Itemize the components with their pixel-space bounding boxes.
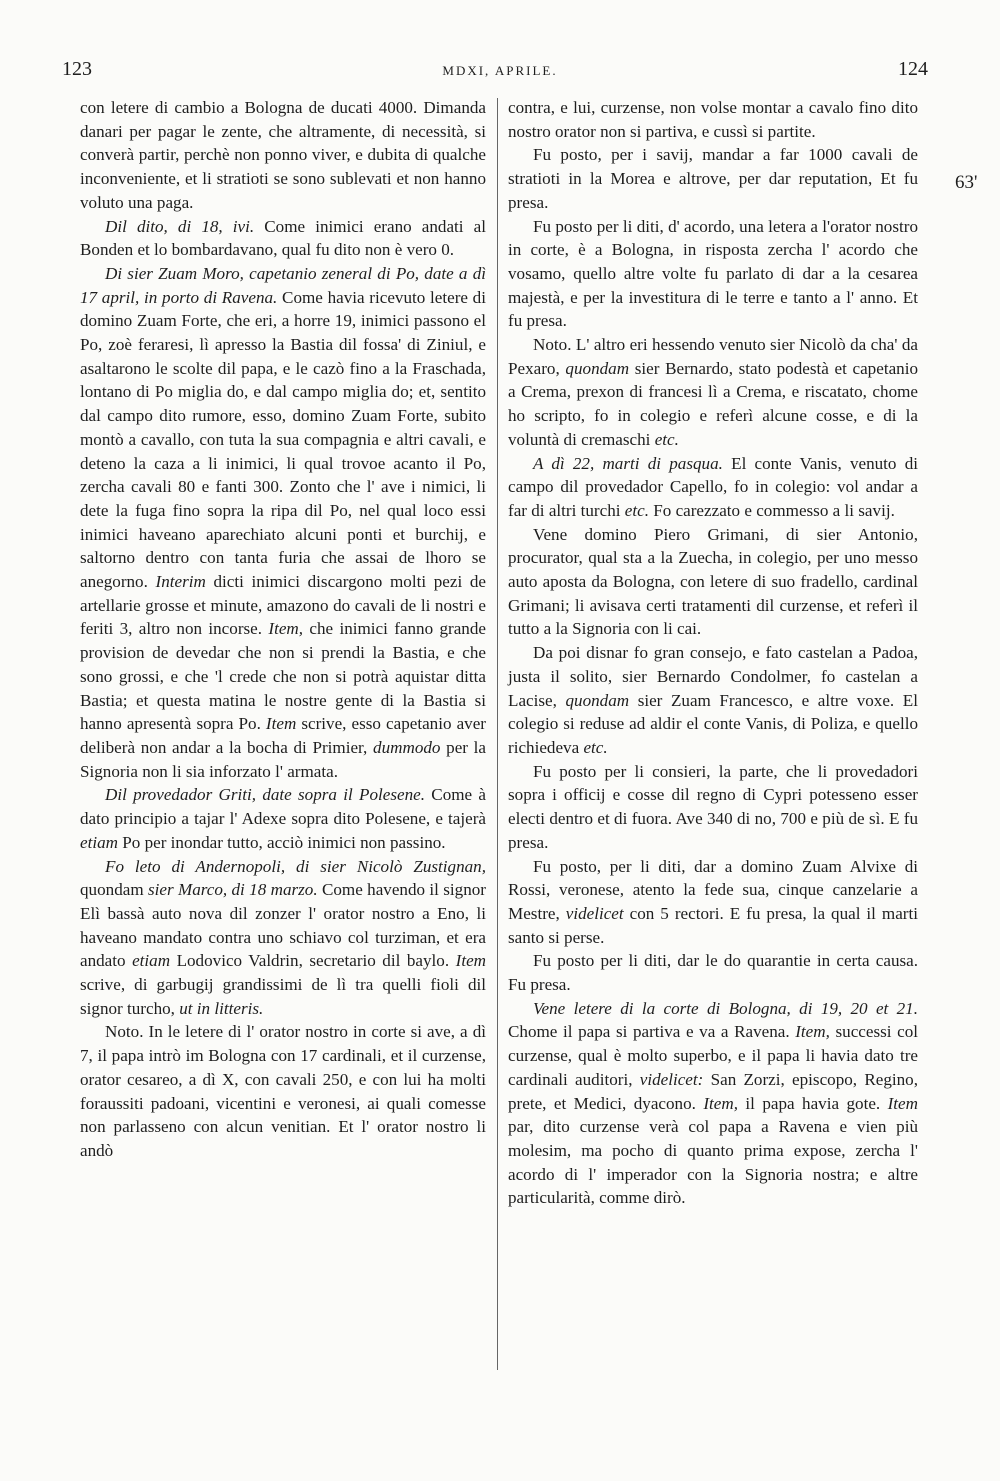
paragraph	[508, 333, 918, 452]
paragraph	[80, 96, 486, 215]
paragraph	[508, 143, 918, 214]
text: che inimici fanno grande provision de devedar che non si prendi la Bastia, e che sono grossi, e che 'l crede che non si potrà aquistar ditta Bastia; et questa matina le nostre gente di la Bastia si hanno apresentà sopra Po.	[80, 619, 486, 734]
text: Noto. In le letere di l' orator nostro in corte si ave, a dì 7, il papa intrò im Bologna con 17 cardinali, et il curzense, orator cesareo, a dì X, con cavali 250, e con lui ha molti foraussiti padoani, vicentini e veronesi, ai quali comesse non parlasseno con alcun venitian. Et l' orator nostro li andò	[80, 1022, 486, 1160]
italic-text: Item	[265, 714, 297, 734]
italic-text: Item	[887, 1093, 918, 1113]
text: Chome il papa si partiva e va a Ravena.	[508, 1022, 796, 1042]
italic-text: Di sier Zuam Moro, capetanio zeneral di Po, date a dì 17 april, in porto di Ravena.	[80, 263, 486, 307]
italic-text: Fo leto di Andernopoli, di sier Nicolò Zustignan,	[105, 856, 486, 876]
paragraph	[80, 783, 486, 854]
paragraph	[80, 855, 486, 1021]
italic-text: videlicet	[565, 903, 624, 923]
paragraph	[508, 949, 918, 996]
italic-text: Item,	[268, 619, 304, 639]
text: scrive, di garbugij grandissimi de lì tra quelli fioli dil signor turcho,	[80, 975, 486, 1018]
paragraph	[508, 997, 918, 1210]
paragraph	[80, 215, 486, 262]
text: Po per inondar tutto, acciò inimici non passino.	[117, 832, 446, 852]
italic-text: A dì 22, marti di pasqua.	[533, 453, 723, 473]
italic-text: etc.	[654, 429, 679, 449]
italic-text: etc.	[583, 737, 608, 757]
text: Vene domino Piero Grimani, di sier Antonio, procurator, qual sta a la Zuecha, in colegio, per uno messo auto aposta da Bologna, con letere di suo fradello, cardinal Grimani; li avisava certi tratamenti dil curzense, et referì il tutto a la Signoria con li cai.	[508, 524, 918, 639]
text: il papa havia gote.	[738, 1093, 888, 1113]
italic-text: Dil dito, di 18, ivi.	[105, 216, 255, 236]
paragraph	[508, 96, 918, 143]
italic-text: ut in litteris.	[179, 998, 264, 1018]
italic-text: quondam	[565, 358, 630, 378]
text: Come havendo il signor Elì bassà auto nova dil zonzer l' orator nostro a Eno, li haveano mandato contra uno schiavo col turziman, et era andato	[80, 880, 486, 971]
text: Fu posto, per li diti, dar a domino Zuam Alvixe di Rossi, veronese, atento la fede sua, cinque canzelarie a Mestre,	[508, 856, 918, 923]
italic-text: Item	[455, 951, 486, 971]
page-number-left: 123	[62, 58, 92, 80]
left-column	[80, 96, 486, 1163]
right-column	[508, 96, 918, 1210]
italic-text: Item,	[703, 1093, 738, 1113]
text: sier Zuam Francesco, e altre voxe. El colegio si reduse ad aldir el conte Vanis, di Poliza, e quello richiedeva	[508, 690, 918, 757]
text: dicti inimici discargono molti pezi de artellarie grosse et minute, amazono do cavali de li nostri e feriti 3, altro non incorse.	[80, 572, 486, 639]
italic-text: sier Marco, di 18 marzo.	[147, 880, 318, 900]
text: Fu posto, per i savij, mandar a far 1000 cavali de stratioti in la Morea e altrove, per dar reputation, Et fu presa.	[508, 145, 918, 212]
text: San Zorzi, episcopo, Regino, prete, et Medici, dyacono.	[508, 1069, 918, 1113]
paragraph	[508, 523, 918, 642]
text: scrive, esso capetanio aver deliberà non andar a la bocha di Primier,	[80, 714, 486, 757]
text: Lodovico Valdrin, secretario dil baylo.	[170, 951, 456, 971]
text: Noto. L' altro eri hessendo venuto sier Nicolò da cha' da Pexaro,	[508, 335, 918, 378]
text: El conte Vanis, venuto di campo dil provedador Capello, fo in colegio: vol andar a far di altri turchi	[508, 453, 918, 520]
text: par, dito curzense verà col papa a Ravena e vien più molesim, ma pocho di quanto prima expose, zercha l' acordo di l' imperador con la Signoria nostra; e altre particularità, comme dirò.	[508, 1117, 918, 1208]
paragraph	[80, 262, 486, 783]
text: quondam	[80, 880, 148, 900]
text: contra, e lui, curzense, non volse montar a cavalo fino dito nostro orator non si partiva, e cussì si partite.	[508, 98, 918, 141]
text: Fu posto per li diti, dar le do quarantie in certa causa. Fu presa.	[508, 951, 918, 995]
italic-text: dummodo	[373, 737, 441, 757]
italic-text: Interim	[155, 572, 206, 592]
column-divider	[497, 98, 498, 1370]
text: Fo carezzato e commesso a li savij.	[648, 500, 895, 520]
paragraph	[508, 760, 918, 855]
paragraph	[80, 1020, 486, 1162]
italic-text: Dil provedador Griti, date sopra il Polesene.	[105, 785, 426, 805]
margin-note: 63'	[955, 172, 978, 193]
text: per la Signoria non li sia inforzato l' armata.	[80, 737, 486, 781]
text: con 5 rectori. E fu presa, la qual il marti santo si perse.	[508, 903, 918, 947]
italic-text: quondam	[565, 690, 630, 710]
italic-text: etiam	[132, 951, 171, 971]
text: successi col curzense, qual è molto superbo, e il papa li havia dato tre cardinali auditori,	[508, 1022, 918, 1089]
paragraph	[508, 641, 918, 760]
text: Come à dato principio a tajar l' Adexe sopra dito Polesene, e tajerà	[80, 785, 486, 829]
text: con letere di cambio a Bologna de ducati 4000. Dimanda danari per pagar le zente, che altramente, di necessità, si converà partir, perchè non ponno viver, e dubita di qualche inconveniente, et li stratioti se sono sublevati et non hanno voluto una paga.	[80, 98, 486, 212]
paragraph	[508, 855, 918, 950]
italic-text: etiam	[80, 832, 118, 852]
italic-text: Vene letere di la corte di Bologna, di 19, 20 et 21.	[533, 998, 918, 1018]
text: Da poi disnar fo gran consejo, e fato castelan a Padoa, justa il solito, sier Bernardo Condolmer, fo castelan a Lacise,	[508, 643, 918, 710]
text: Come inimici erano andati al Bonden et lo bombardavano, qual fu dito non è vero 0.	[80, 216, 486, 260]
text: Come havia ricevuto letere di domino Zuam Forte, che eri, a horre 19, inimici passono el Po, zoè feraresi, lì apresso la Bastia dil fossa' di Ziniul, e asaltarono le scolte dil papa, e le cazò fino a la Fraschada, lontano di Po miglia do, e dal campo miglia do; et, sentito dal campo dito rumore, esso, domino Zuam Forte, subito montò a cavallo, con tuta la sua compagnia e altri cavali, e deteno la caza a li inimici, li qual trovoe acanto il Po, zercha cavali 80 e fanti 300. Zonto che l' ave i nimici, li dete la fuga fino sopra la ripa dil Po, nel qual loco essi inimici haveano aparechiato alcuni ponti et burchij, e saltorno dentro con tanta furia che assai de lhoro se anegorno.	[80, 287, 486, 592]
paragraph	[508, 452, 918, 523]
italic-text: videlicet:	[639, 1069, 704, 1089]
text: Fu posto per li diti, d' acordo, una letera a l'orator nostro in corte, è a Bologna, in risposta zercha l' acordo che vosamo, quello altre volte fu parlato di dar a la cesarea majestà, e per la investitura di le terre e tanto a l' anno. Et fu presa.	[508, 216, 918, 331]
text: sier Bernardo, stato podestà et capetanio a Crema, prexon di francesi lì a Crema, e riscatato, chome ho scripto, fo in colegio e referì alcune cosse, e di la voluntà di cremaschi	[508, 358, 918, 449]
text: Fu posto per li consieri, la parte, che li provedadori sopra i officij e cosse dil regno di Cypri potesseno esser electi dentro et di fuora. Ave 340 di no, 700 e più de sì. E fu presa.	[508, 761, 918, 852]
italic-text: etc.	[624, 500, 649, 520]
running-title: MDXI, APRILE.	[442, 63, 558, 78]
paragraph	[508, 215, 918, 334]
page-number-right: 124	[898, 58, 928, 80]
italic-text: Item,	[795, 1022, 830, 1042]
